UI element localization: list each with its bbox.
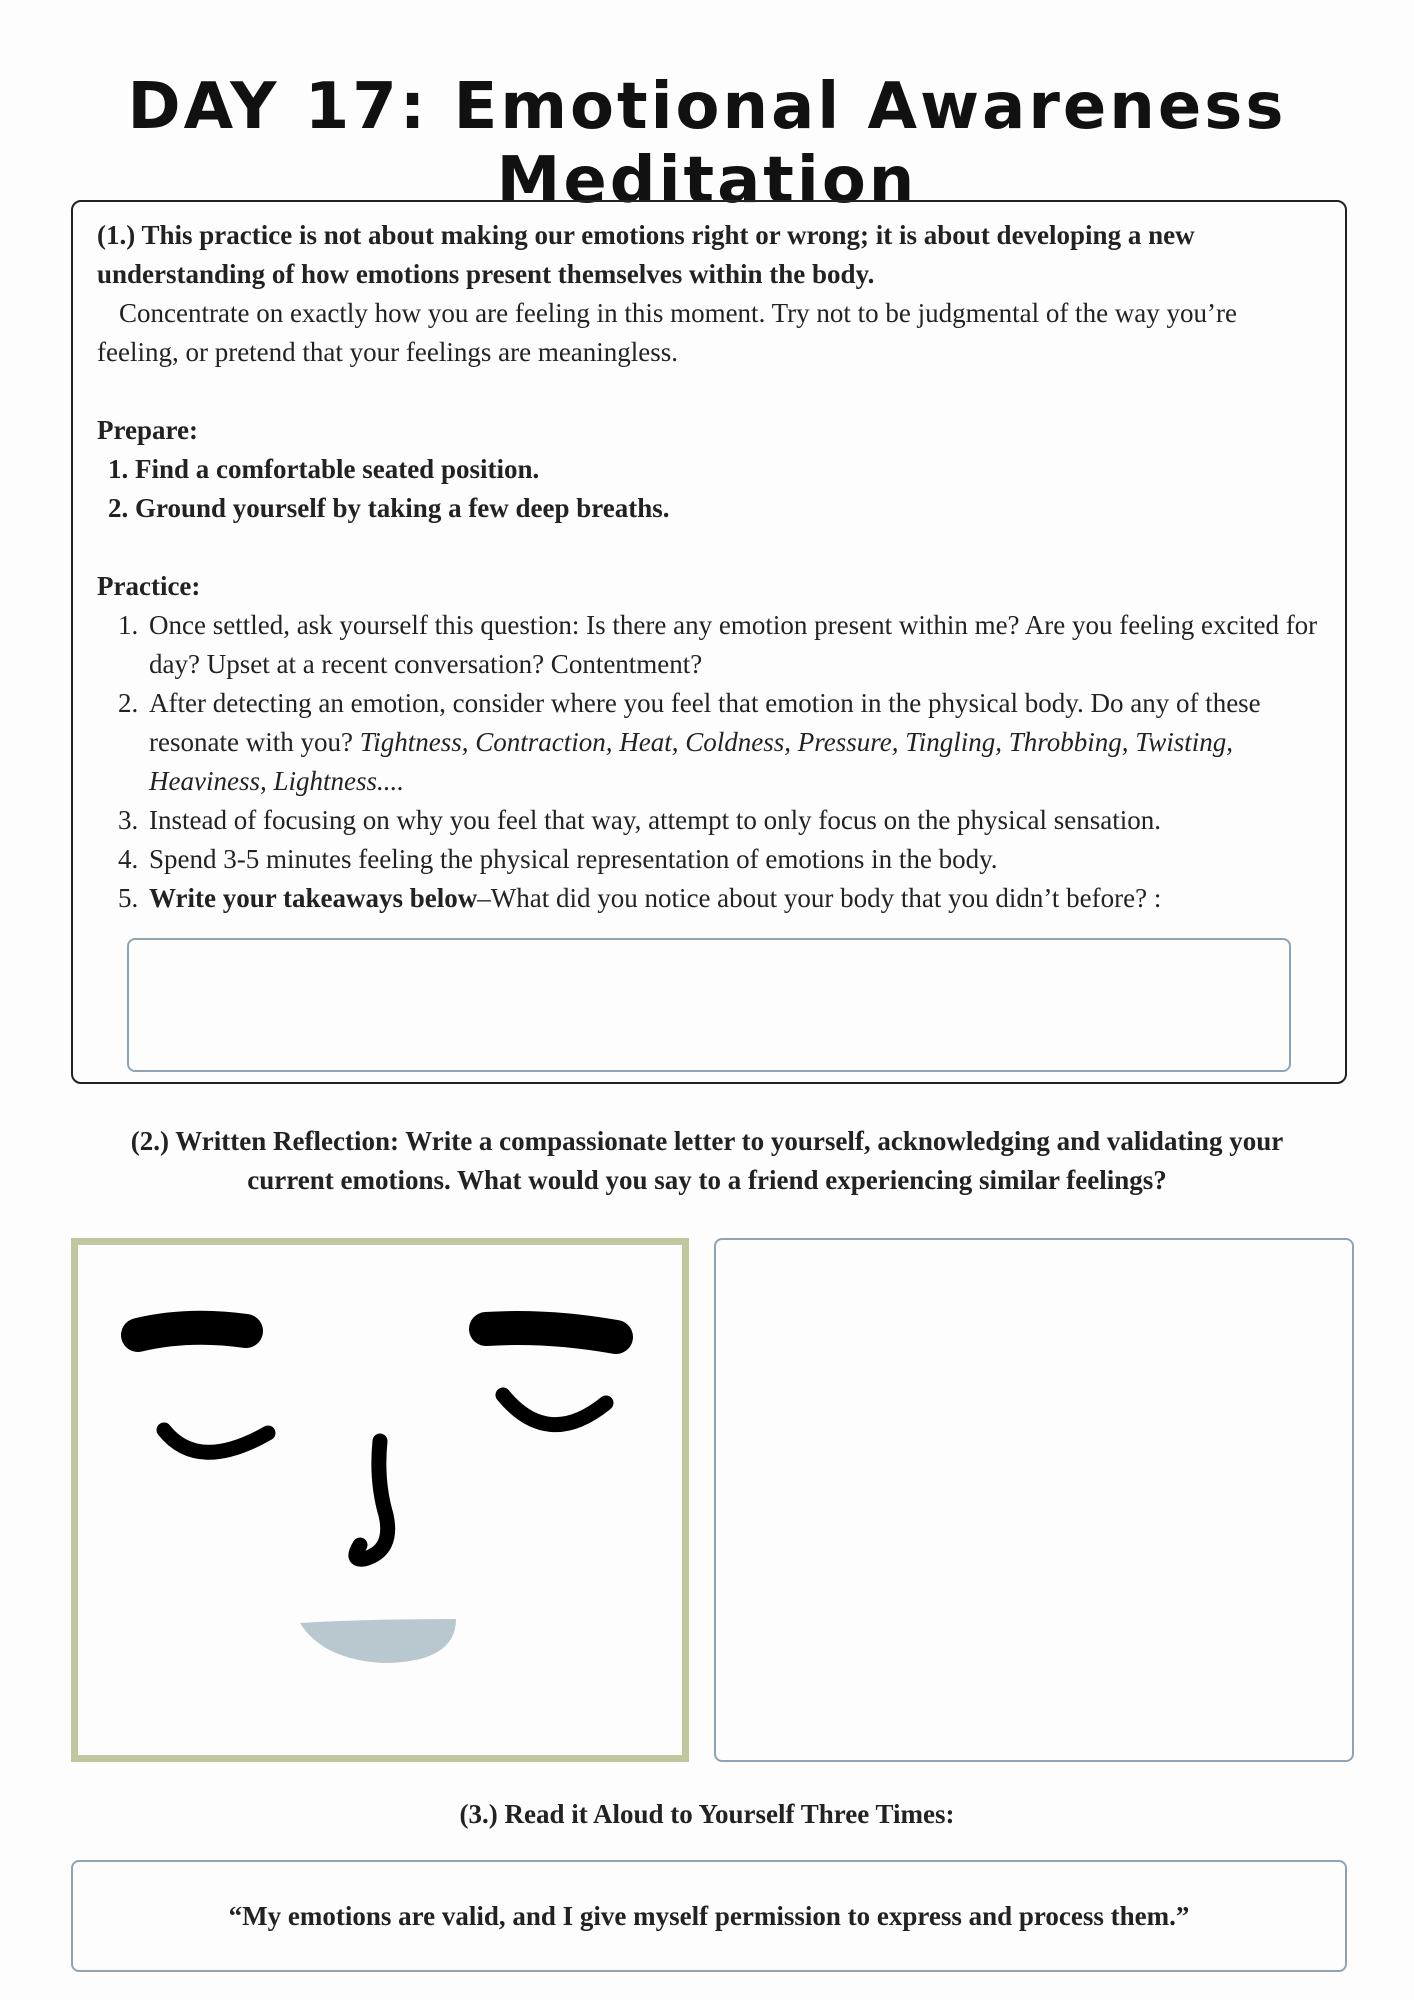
read-aloud-heading: (3.) Read it Aloud to Yourself Three Times: bbox=[459, 1799, 955, 1829]
nose bbox=[356, 1441, 388, 1559]
calm-face-illustration bbox=[71, 1238, 689, 1762]
list-item bbox=[145, 684, 1321, 801]
calm-face-icon bbox=[78, 1245, 682, 1755]
right-eyebrow bbox=[486, 1328, 616, 1337]
list-item: 4. Spend 3-5 minutes feeling the physical representation of emotions in the body. bbox=[145, 840, 1321, 879]
sensation-list: Tightness, Contraction, Heat, Coldness, Pressure, Tingling, Throbbing, Twisting, Heaviness, Lightness.... bbox=[149, 727, 1234, 796]
left-closed-eye bbox=[164, 1430, 268, 1452]
intro-statement: (1.) This practice is not about making our emotions right or wrong; it is about developing a new understanding of how emotions present themselves within the body. bbox=[97, 220, 1195, 289]
list-item: 3. Instead of focusing on why you feel that way, attempt to only focus on the physical sensation. bbox=[145, 801, 1321, 840]
list-item: 1. Once settled, ask yourself this question: Is there any emotion present within me? Are you feeling excited for day? Upset at a recent conversation? Contentment? bbox=[145, 606, 1321, 684]
practice-heading: Practice: bbox=[97, 571, 201, 601]
takeaways-input[interactable] bbox=[127, 938, 1291, 1072]
right-closed-eye bbox=[503, 1395, 606, 1425]
step-text: –What did you notice about your body that you didn’t before? : bbox=[477, 883, 1162, 913]
affirmation-box bbox=[71, 1860, 1347, 1972]
reflection-letter-input[interactable] bbox=[714, 1238, 1354, 1762]
smiling-mouth bbox=[300, 1619, 456, 1663]
list-item: 1. Find a comfortable seated position. bbox=[135, 450, 1321, 489]
step-text: After detecting an emotion, consider where you feel that emotion in the physical body. Do any of these resonate with you? bbox=[149, 688, 1261, 757]
left-eyebrow bbox=[138, 1328, 246, 1335]
list-item: 2. Ground yourself by taking a few deep breaths. bbox=[135, 489, 1321, 528]
affirmation-text: “My emotions are valid, and I give myself permission to express and process them.” bbox=[228, 1900, 1190, 1931]
page-title: DAY 17: Emotional Awareness Meditation bbox=[127, 70, 1287, 218]
meditation-instructions-box bbox=[71, 200, 1347, 1084]
practice-list bbox=[97, 606, 1321, 918]
list-item bbox=[145, 879, 1321, 918]
prepare-heading: Prepare: bbox=[97, 415, 198, 445]
prepare-list bbox=[97, 450, 1321, 528]
intro-text: Concentrate on exactly how you are feeling in this moment. Try not to be judgmental of the way you’re feeling, or pretend that your feelings are meaningless. bbox=[97, 298, 1237, 367]
written-reflection-prompt: (2.) Written Reflection: Write a compassionate letter to yourself, acknowledging and validating your current emotions. What would you say to a friend experiencing similar feelings? bbox=[130, 1126, 1284, 1195]
step-emphasis: Write your takeaways below bbox=[149, 883, 478, 913]
